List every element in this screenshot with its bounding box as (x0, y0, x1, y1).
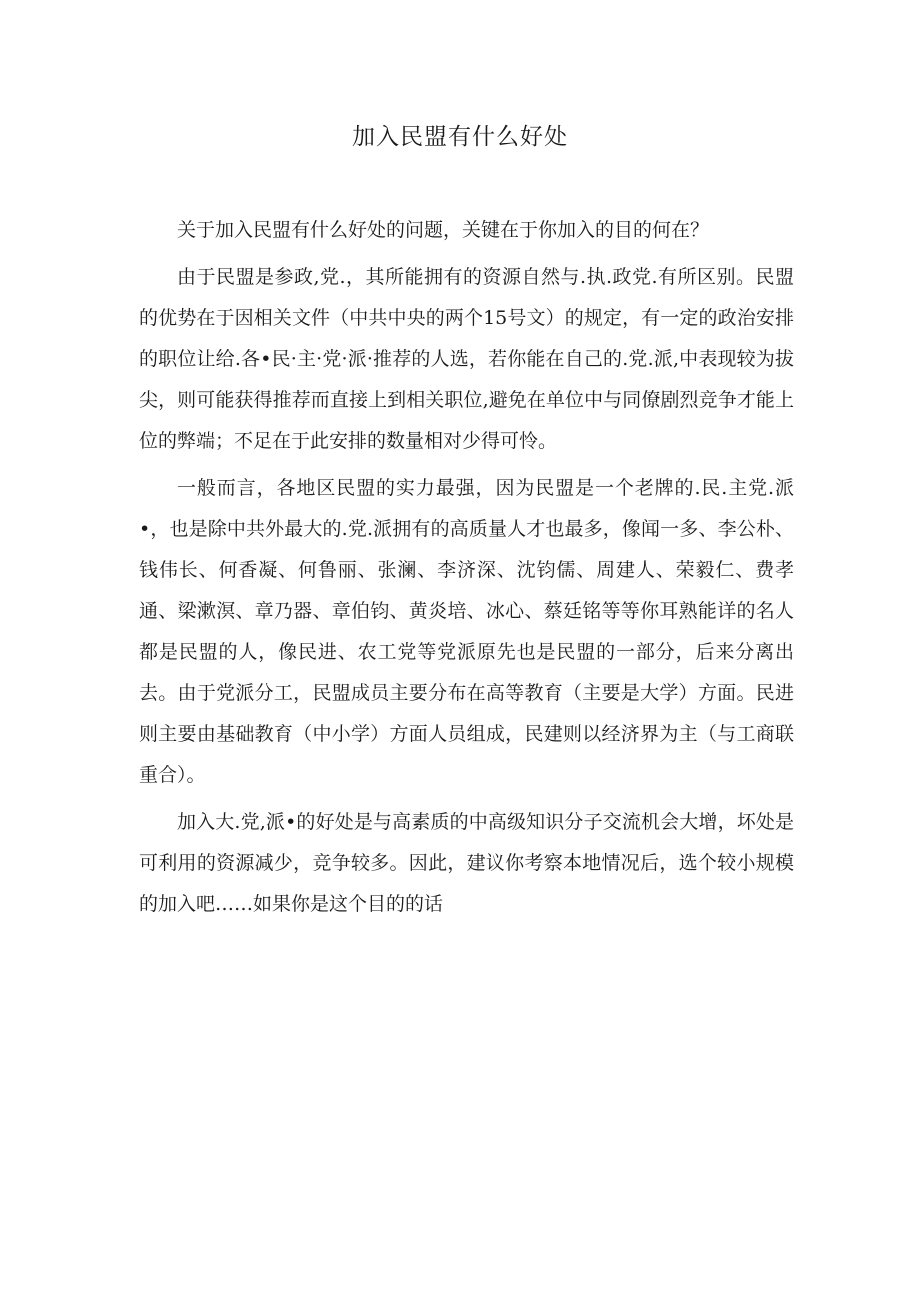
paragraph-advantages: 由于民盟是参政,党.，其所能拥有的资源自然与.执.政党.有所区别。民盟的优势在于因相关文件（中共中央的两个15号文）的规定，有一定的政治安排的职位让给.各•民·主·党·派·推荐的人选，若你能在自己的.党.派,中表现较为拔尖，则可能获得推荐而直接上到相关职位,避免在单位中与同僚剧烈竞争才能上位的弊端；不足在于此安排的数量相对少得可怜。 (139, 266, 794, 452)
page-title: 加入民盟有什么好处 (352, 124, 568, 150)
document-body (139, 210, 794, 925)
paragraph-intro: 关于加入民盟有什么好处的问题，关键在于你加入的目的何在？ (177, 219, 710, 241)
paragraph-conclusion: 加入大.党,派•的好处是与高素质的中高级知识分子交流机会大增，坏处是可利用的资源减少，竞争较多。因此，建议你考察本地情况后，选个较小规模的加入吧……如果你是这个目的的话 (139, 811, 794, 915)
paragraph-strength: 一般而言，各地区民盟的实力最强，因为民盟是一个老牌的.民.主党.派•，也是除中共外最大的.党.派拥有的高质量人才也最多，像闻一多、李公朴、钱伟长、何香凝、何鲁丽、张澜、李济深、沈钧儒、周建人、荣毅仁、费孝通、梁漱溟、章乃器、章伯钧、黄炎培、冰心、蔡廷铭等等你耳熟能详的名人都是民盟的人，像民进、农工党等党派原先也是民盟的一部分，后来分离出去。由于党派分工，民盟成员主要分布在高等教育（主要是大学）方面。民进则主要由基础教育（中小学）方面人员组成，民建则以经济界为主（与工商联重合）。 (139, 477, 794, 786)
